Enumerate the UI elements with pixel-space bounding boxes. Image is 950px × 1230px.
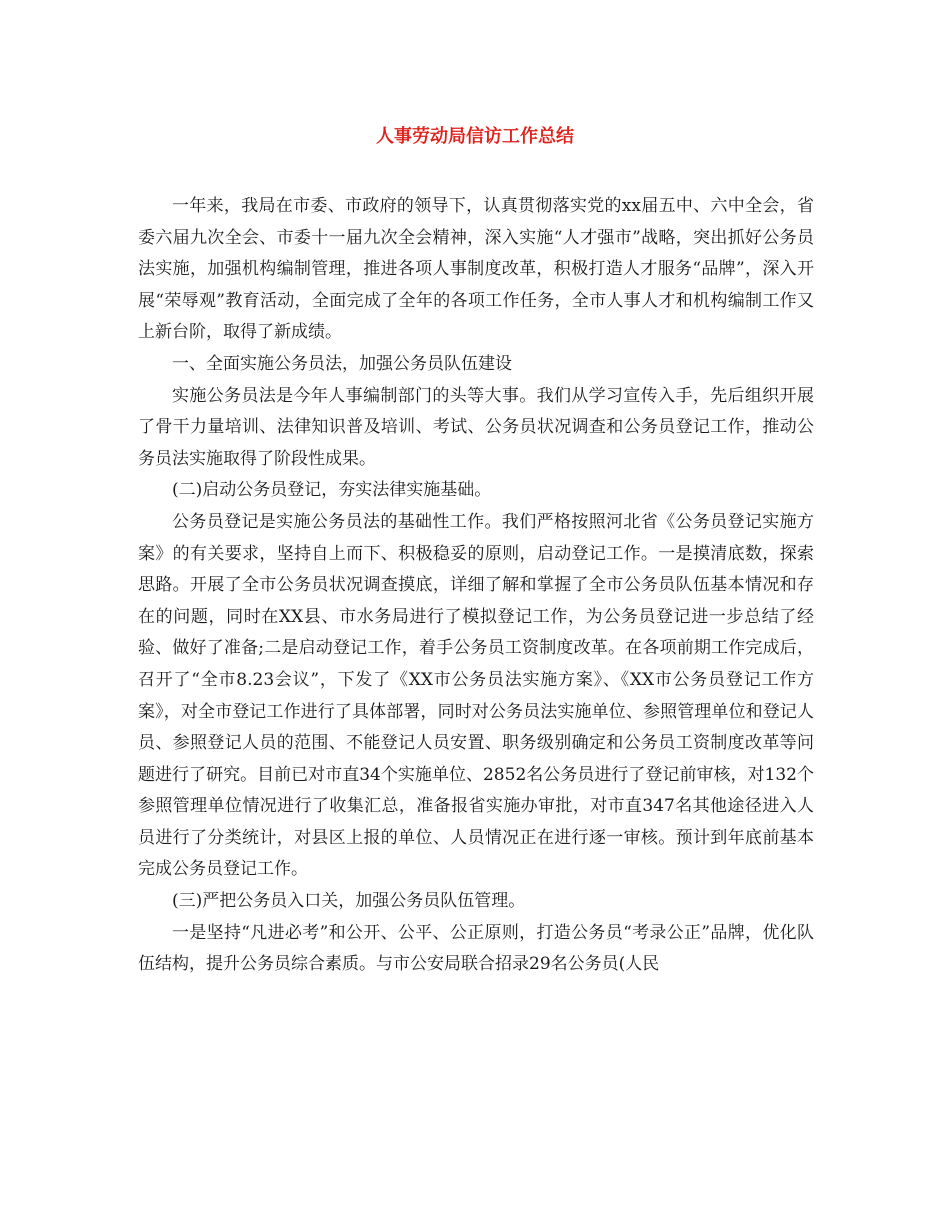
document-title: 人事劳动局信访工作总结: [376, 126, 574, 147]
paragraph-recruitment: 一是坚持“凡进必考”和公开、公平、公正原则，打造公务员“考录公正”品牌，优化队伍结构，提升公务员综合素质。与市公安局联合招录29名公务员(人民: [138, 922, 814, 975]
paragraph-intro: 一年来，我局在市委、市政府的领导下，认真贯彻落实党的xx届五中、六中全会，省委六届九次全会、市委十一届九次全会精神，深入实施“人才强市”战略，突出抓好公务员法实施，加强机构编制管理，推进各项人事制度改革，积极打造人才服务“品牌”，深入开展“荣辱观”教育活动，全面完成了全年的各项工作任务，全市人事人才和机构编制工作又上新台阶，取得了新成绩。: [138, 196, 814, 343]
document-body: [138, 191, 814, 981]
section-heading-1: 一、全面实施公务员法，加强公务员队伍建设: [172, 353, 512, 374]
paragraph-section-1: 实施公务员法是今年人事编制部门的头等大事。我们从学习宣传入手，先后组织开展了骨干力量培训、法律知识普及培训、考试、公务员状况调查和公务员登记工作，推动公务员法实施取得了阶段性成果。: [138, 385, 814, 469]
paragraph-registration: 公务员登记是实施公务员法的基础性工作。我们严格按照河北省《公务员登记实施方案》的有关要求，坚持自上而下、积极稳妥的原则，启动登记工作。一是摸清底数，探索思路。开展了全市公务员状况调查摸底，详细了解和掌握了全市公务员队伍基本情况和存在的问题，同时在XX县、市水务局进行了模拟登记工作，为公务员登记进一步总结了经验、做好了准备;二是启动登记工作，着手公务员工资制度改革。在各项前期工作完成后，召开了“全市8.23会议”，下发了《XX市公务员法实施方案》、《XX市公务员登记工作方案》，对全市登记工作进行了具体部署，同时对公务员法实施单位、参照管理单位和登记人员、参照登记人员的范围、不能登记人员安置、职务级别确定和公务员工资制度改革等问题进行了研究。目前已对市直34个实施单位、2852名公务员进行了登记前审核，对132个参照管理单位情况进行了收集汇总，准备报省实施办审批，对市直347名其他途径进入人员进行了分类统计，对县区上报的单位、人员情况正在进行逐一审核。预计到年底前基本完成公务员登记工作。: [138, 511, 814, 880]
subsection-heading-3: (三)严把公务员入口关，加强公务员队伍管理。: [172, 891, 526, 912]
subsection-heading-2: (二)启动公务员登记，夯实法律实施基础。: [172, 480, 492, 501]
